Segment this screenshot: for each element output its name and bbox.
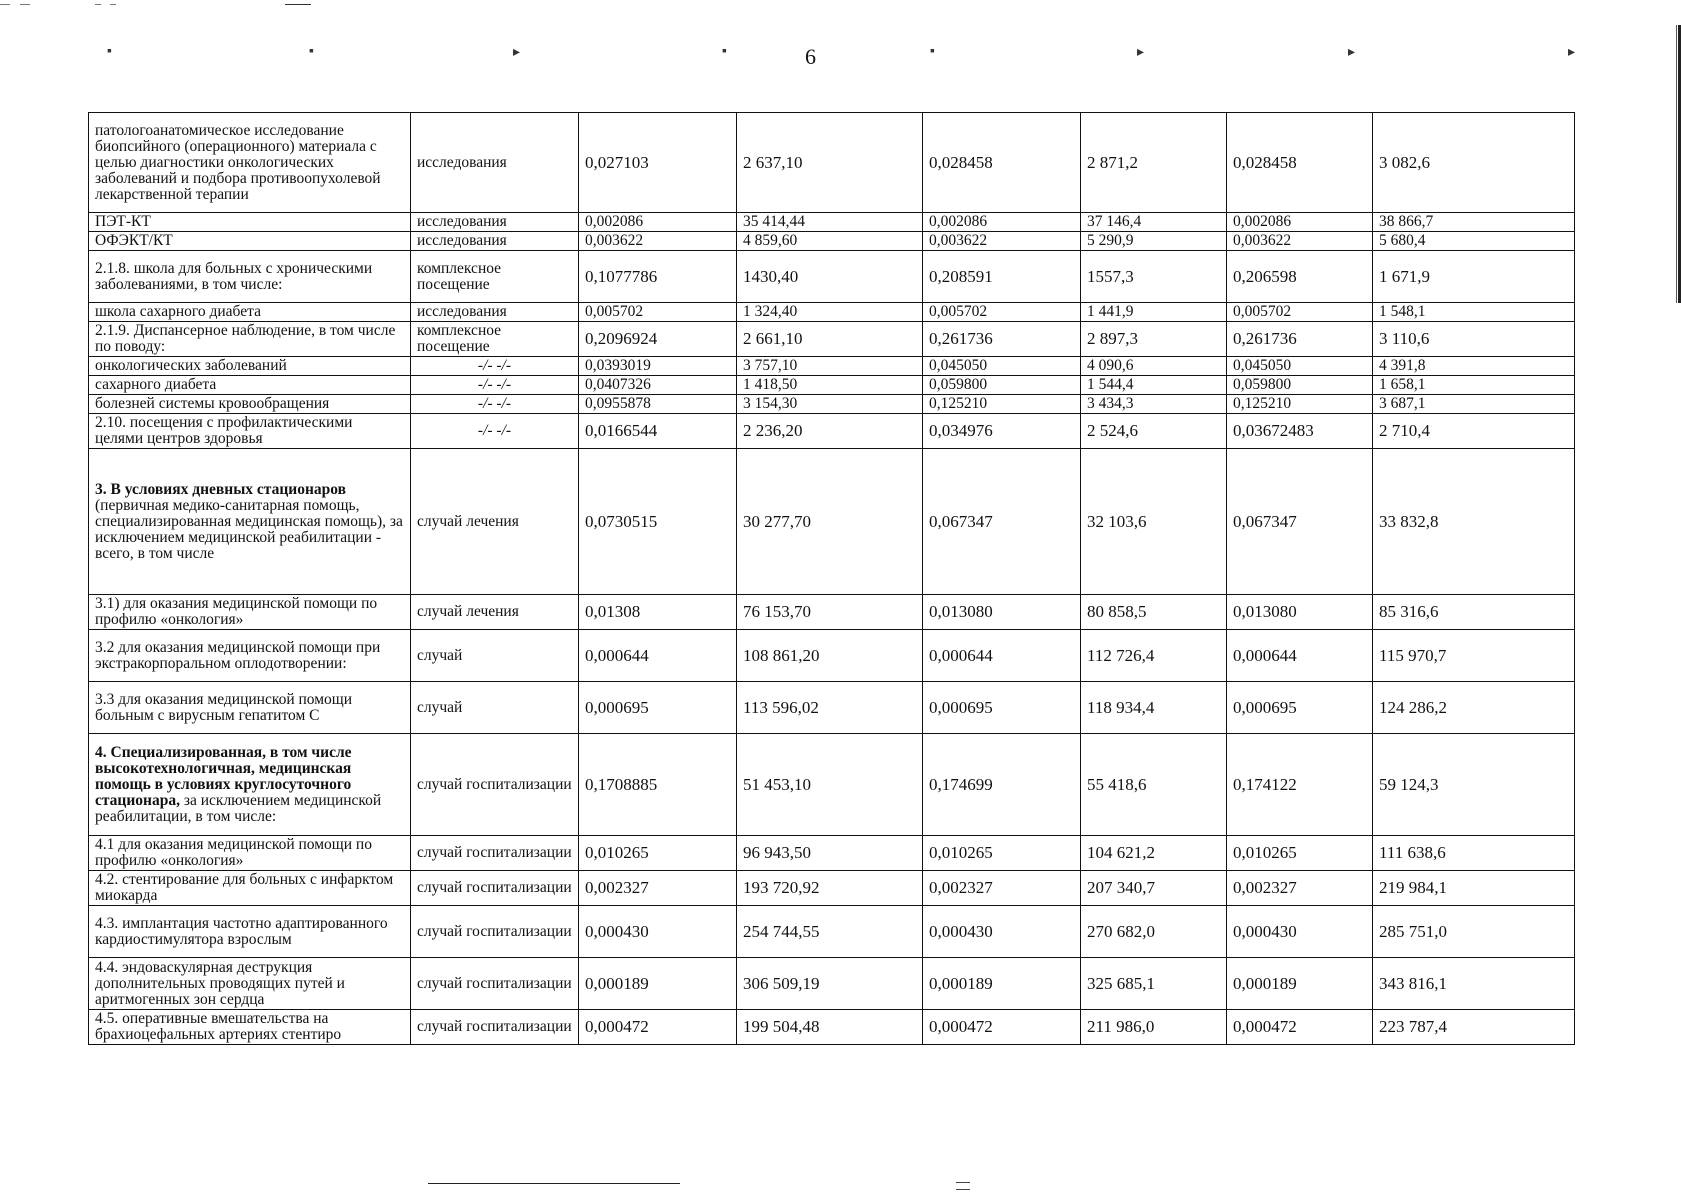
row-name: за исключением медицинской реабилитации, в том числе: [95,791,382,825]
row-value-v2: 35 414,44 [737,213,923,232]
row-value-v1: 0,000430 [579,906,737,958]
page-number: 6 [805,44,816,69]
row-value-v1: 0,000644 [579,630,737,682]
row-value-v1: 0,0166544 [579,414,737,449]
row-value-v4: 4 090,6 [1081,357,1227,376]
row-unit-cell: исследования [411,303,579,322]
row-name-cell [89,906,411,958]
row-value-v3: 0,174699 [923,734,1081,836]
row-unit-cell: случай [411,630,579,682]
table-row [89,414,1575,449]
row-value-v3: 0,045050 [923,357,1081,376]
table-row [89,357,1575,376]
row-value-v6: 223 787,4 [1373,1010,1575,1045]
row-name: ОФЭКТ/КТ [95,232,173,249]
row-value-v5: 0,000472 [1227,1010,1373,1045]
row-unit-cell: случай лечения [411,595,579,630]
row-value-v5: 0,013080 [1227,595,1373,630]
table-row [89,449,1575,595]
row-value-v1: 0,0407326 [579,376,737,395]
row-value-v1: 0,003622 [579,232,737,251]
row-value-v1: 0,027103 [579,113,737,213]
row-value-v4: 270 682,0 [1081,906,1227,958]
row-value-v6: 4 391,8 [1373,357,1575,376]
table-row [89,734,1575,836]
row-name: 2.1.9. Диспансерное наблюдение, в том числе по поводу: [95,322,396,355]
row-value-v6: 111 638,6 [1373,836,1575,871]
row-name-cell [89,303,411,322]
table-row [89,251,1575,303]
row-value-v2: 1 418,50 [737,376,923,395]
row-unit-cell: случай госпитализации [411,836,579,871]
row-value-v5: 0,206598 [1227,251,1373,303]
row-name-cell [89,595,411,630]
row-value-v3: 0,034976 [923,414,1081,449]
tariff-table [88,112,1575,1045]
row-name-cell [89,357,411,376]
row-value-v3: 0,005702 [923,303,1081,322]
row-value-v6: 3 082,6 [1373,113,1575,213]
row-unit-cell: комплексное посещение [411,322,579,357]
row-unit-cell: -/- -/- [411,357,579,376]
scan-artifact-marks [0,0,340,10]
table-row [89,871,1575,906]
row-name-cell [89,682,411,734]
row-unit-cell: случай госпитализации [411,734,579,836]
row-value-v4: 32 103,6 [1081,449,1227,595]
row-value-v6: 3 110,6 [1373,322,1575,357]
row-name: ПЭТ-КТ [95,213,151,230]
row-value-v3: 0,003622 [923,232,1081,251]
row-value-v6: 2 710,4 [1373,414,1575,449]
row-value-v2: 113 596,02 [737,682,923,734]
row-value-v3: 0,059800 [923,376,1081,395]
row-value-v4: 2 524,6 [1081,414,1227,449]
row-value-v2: 306 509,19 [737,958,923,1010]
row-value-v1: 0,005702 [579,303,737,322]
row-name: 4.1 для оказания медицинской помощи по профилю «онкология» [95,836,372,869]
row-value-v5: 0,000189 [1227,958,1373,1010]
row-name: 3.1) для оказания медицинской помощи по профилю «онкология» [95,595,378,628]
row-value-v5: 0,067347 [1227,449,1373,595]
row-name-cell [89,414,411,449]
row-name: патологоанатомическое исследование биопсийного (операционного) материала с целью диагностики онкологических заболеваний и подбора противоопухолевой лекарственной терапии [95,121,381,203]
row-value-v1: 0,000472 [579,1010,737,1045]
row-name-cell [89,251,411,303]
row-value-v4: 1 441,9 [1081,303,1227,322]
row-value-v1: 0,2096924 [579,322,737,357]
row-value-v2: 51 453,10 [737,734,923,836]
row-value-v6: 1 548,1 [1373,303,1575,322]
row-value-v1: 0,000189 [579,958,737,1010]
table-body [89,113,1575,1045]
row-value-v4: 5 290,9 [1081,232,1227,251]
row-value-v1: 0,0955878 [579,395,737,414]
scan-edge-mark-thin [1676,25,1677,303]
row-value-v4: 112 726,4 [1081,630,1227,682]
row-unit-cell: случай госпитализации [411,871,579,906]
row-unit-cell: -/- -/- [411,414,579,449]
row-value-v1: 0,002086 [579,213,737,232]
row-value-v5: 0,03672483 [1227,414,1373,449]
row-unit-cell: исследования [411,213,579,232]
table-row [89,958,1575,1010]
row-unit-cell: случай госпитализации [411,958,579,1010]
row-value-v3: 0,000189 [923,958,1081,1010]
row-name: школа сахарного диабета [95,303,261,320]
row-value-v2: 1 324,40 [737,303,923,322]
row-name: (первичная медико-санитарная помощь, специализированная медицинская помощь), за исключением медицинской реабилитации - всего, в том числе [95,496,403,562]
row-value-v1: 0,000695 [579,682,737,734]
row-value-v6: 1 658,1 [1373,376,1575,395]
row-value-v1: 0,0393019 [579,357,737,376]
row-value-v4: 55 418,6 [1081,734,1227,836]
row-name-cell [89,734,411,836]
row-unit-cell: случай лечения [411,449,579,595]
row-value-v6: 285 751,0 [1373,906,1575,958]
row-value-v5: 0,005702 [1227,303,1373,322]
row-value-v6: 59 124,3 [1373,734,1575,836]
row-value-v1: 0,010265 [579,836,737,871]
table-row [89,376,1575,395]
row-name-bold: 4. Специализированная, в том числе высокотехнологичная, медицинская помощь в условиях круглосуточного стационара, [95,743,352,809]
row-unit-cell: случай [411,682,579,734]
row-value-v4: 2 897,3 [1081,322,1227,357]
row-value-v2: 2 236,20 [737,414,923,449]
row-name-bold: 3. В условиях дневных стационаров [95,480,346,498]
row-value-v4: 1557,3 [1081,251,1227,303]
row-unit-cell: случай госпитализации [411,1010,579,1045]
row-unit-cell: случай госпитализации [411,906,579,958]
row-value-v3: 0,002327 [923,871,1081,906]
row-value-v5: 0,003622 [1227,232,1373,251]
row-value-v5: 0,174122 [1227,734,1373,836]
row-value-v6: 85 316,6 [1373,595,1575,630]
row-value-v5: 0,000644 [1227,630,1373,682]
row-name-cell [89,871,411,906]
row-name-cell [89,232,411,251]
row-value-v2: 96 943,50 [737,836,923,871]
row-name-cell [89,322,411,357]
row-value-v3: 0,013080 [923,595,1081,630]
table-row [89,322,1575,357]
table-row [89,836,1575,871]
row-value-v1: 0,1708885 [579,734,737,836]
row-value-v3: 0,067347 [923,449,1081,595]
row-name: 4.3. имплантация частотно адаптированного кардиостимулятора взрослым [95,914,388,948]
row-value-v1: 0,01308 [579,595,737,630]
table-row [89,1010,1575,1045]
row-value-v4: 118 934,4 [1081,682,1227,734]
row-value-v5: 0,002327 [1227,871,1373,906]
row-value-v6: 5 680,4 [1373,232,1575,251]
table-row [89,232,1575,251]
signature-line [428,1183,680,1184]
row-unit-cell: исследования [411,232,579,251]
row-value-v1: 0,002327 [579,871,737,906]
row-name: 3.3 для оказания медицинской помощи больным с вирусным гепатитом С [95,690,353,724]
row-value-v2: 254 744,55 [737,906,923,958]
row-value-v5: 0,045050 [1227,357,1373,376]
row-value-v4: 2 871,2 [1081,113,1227,213]
table-row [89,630,1575,682]
table-row [89,113,1575,213]
row-value-v2: 199 504,48 [737,1010,923,1045]
row-name: 3.2 для оказания медицинской помощи при экстракорпоральном оплодотворении: [95,638,381,672]
row-value-v5: 0,028458 [1227,113,1373,213]
table-row [89,303,1575,322]
table-row [89,682,1575,734]
row-value-v2: 76 153,70 [737,595,923,630]
row-name-cell [89,958,411,1010]
scan-artifact-dash [956,1182,970,1183]
row-value-v6: 1 671,9 [1373,251,1575,303]
row-value-v2: 108 861,20 [737,630,923,682]
row-value-v3: 0,002086 [923,213,1081,232]
row-name-cell [89,376,411,395]
row-value-v5: 0,000695 [1227,682,1373,734]
table-row [89,213,1575,232]
table-row [89,595,1575,630]
row-value-v2: 3 154,30 [737,395,923,414]
row-value-v6: 343 816,1 [1373,958,1575,1010]
row-name: болезней системы кровообращения [95,395,330,412]
row-value-v4: 80 858,5 [1081,595,1227,630]
row-unit-cell: -/- -/- [411,395,579,414]
row-value-v4: 104 621,2 [1081,836,1227,871]
row-value-v5: 0,059800 [1227,376,1373,395]
row-value-v2: 193 720,92 [737,871,923,906]
row-value-v5: 0,261736 [1227,322,1373,357]
row-name-cell [89,113,411,213]
row-name-cell [89,449,411,595]
row-name: 4.2. стентирование для больных с инфарктом миокарда [95,871,394,904]
row-value-v4: 207 340,7 [1081,871,1227,906]
row-value-v3: 0,125210 [923,395,1081,414]
row-value-v4: 325 685,1 [1081,958,1227,1010]
row-value-v1: 0,0730515 [579,449,737,595]
row-value-v3: 0,000430 [923,906,1081,958]
row-value-v6: 38 866,7 [1373,213,1575,232]
row-unit-cell: комплексное посещение [411,251,579,303]
row-name: 2.1.8. школа для больных с хроническими заболеваниями, в том числе: [95,259,373,293]
row-name: 4.4. эндоваскулярная деструкция дополнительных проводящих путей и аритмогенных зон сердца [95,958,345,1008]
row-value-v3: 0,000644 [923,630,1081,682]
row-name: сахарного диабета [95,376,217,393]
row-value-v5: 0,125210 [1227,395,1373,414]
row-name-cell [89,836,411,871]
row-name: 2.10. посещения с профилактическими целями центров здоровья [95,414,353,447]
table-row [89,906,1575,958]
row-name: 4.5. оперативные вмешательства на брахиоцефальных артериях стентиро [95,1010,342,1043]
row-value-v4: 37 146,4 [1081,213,1227,232]
table-row [89,395,1575,414]
row-unit-cell: -/- -/- [411,376,579,395]
row-value-v3: 0,000472 [923,1010,1081,1045]
row-value-v2: 2 637,10 [737,113,923,213]
row-value-v6: 3 687,1 [1373,395,1575,414]
row-value-v2: 1430,40 [737,251,923,303]
row-value-v2: 3 757,10 [737,357,923,376]
row-name-cell [89,395,411,414]
row-value-v4: 3 434,3 [1081,395,1227,414]
row-value-v3: 0,000695 [923,682,1081,734]
row-value-v4: 1 544,4 [1081,376,1227,395]
row-value-v3: 0,261736 [923,322,1081,357]
row-value-v5: 0,000430 [1227,906,1373,958]
row-value-v6: 33 832,8 [1373,449,1575,595]
row-value-v5: 0,010265 [1227,836,1373,871]
row-name-cell [89,630,411,682]
row-value-v2: 4 859,60 [737,232,923,251]
scan-artifact-dash [956,1189,970,1190]
row-value-v6: 115 970,7 [1373,630,1575,682]
row-value-v2: 30 277,70 [737,449,923,595]
row-value-v6: 124 286,2 [1373,682,1575,734]
row-name: онкологических заболеваний [95,357,287,374]
row-value-v1: 0,1077786 [579,251,737,303]
row-value-v3: 0,208591 [923,251,1081,303]
row-value-v3: 0,010265 [923,836,1081,871]
row-name-cell [89,213,411,232]
row-value-v3: 0,028458 [923,113,1081,213]
row-value-v5: 0,002086 [1227,213,1373,232]
row-value-v4: 211 986,0 [1081,1010,1227,1045]
row-unit-cell: исследования [411,113,579,213]
row-value-v6: 219 984,1 [1373,871,1575,906]
row-name-cell [89,1010,411,1045]
row-value-v2: 2 661,10 [737,322,923,357]
